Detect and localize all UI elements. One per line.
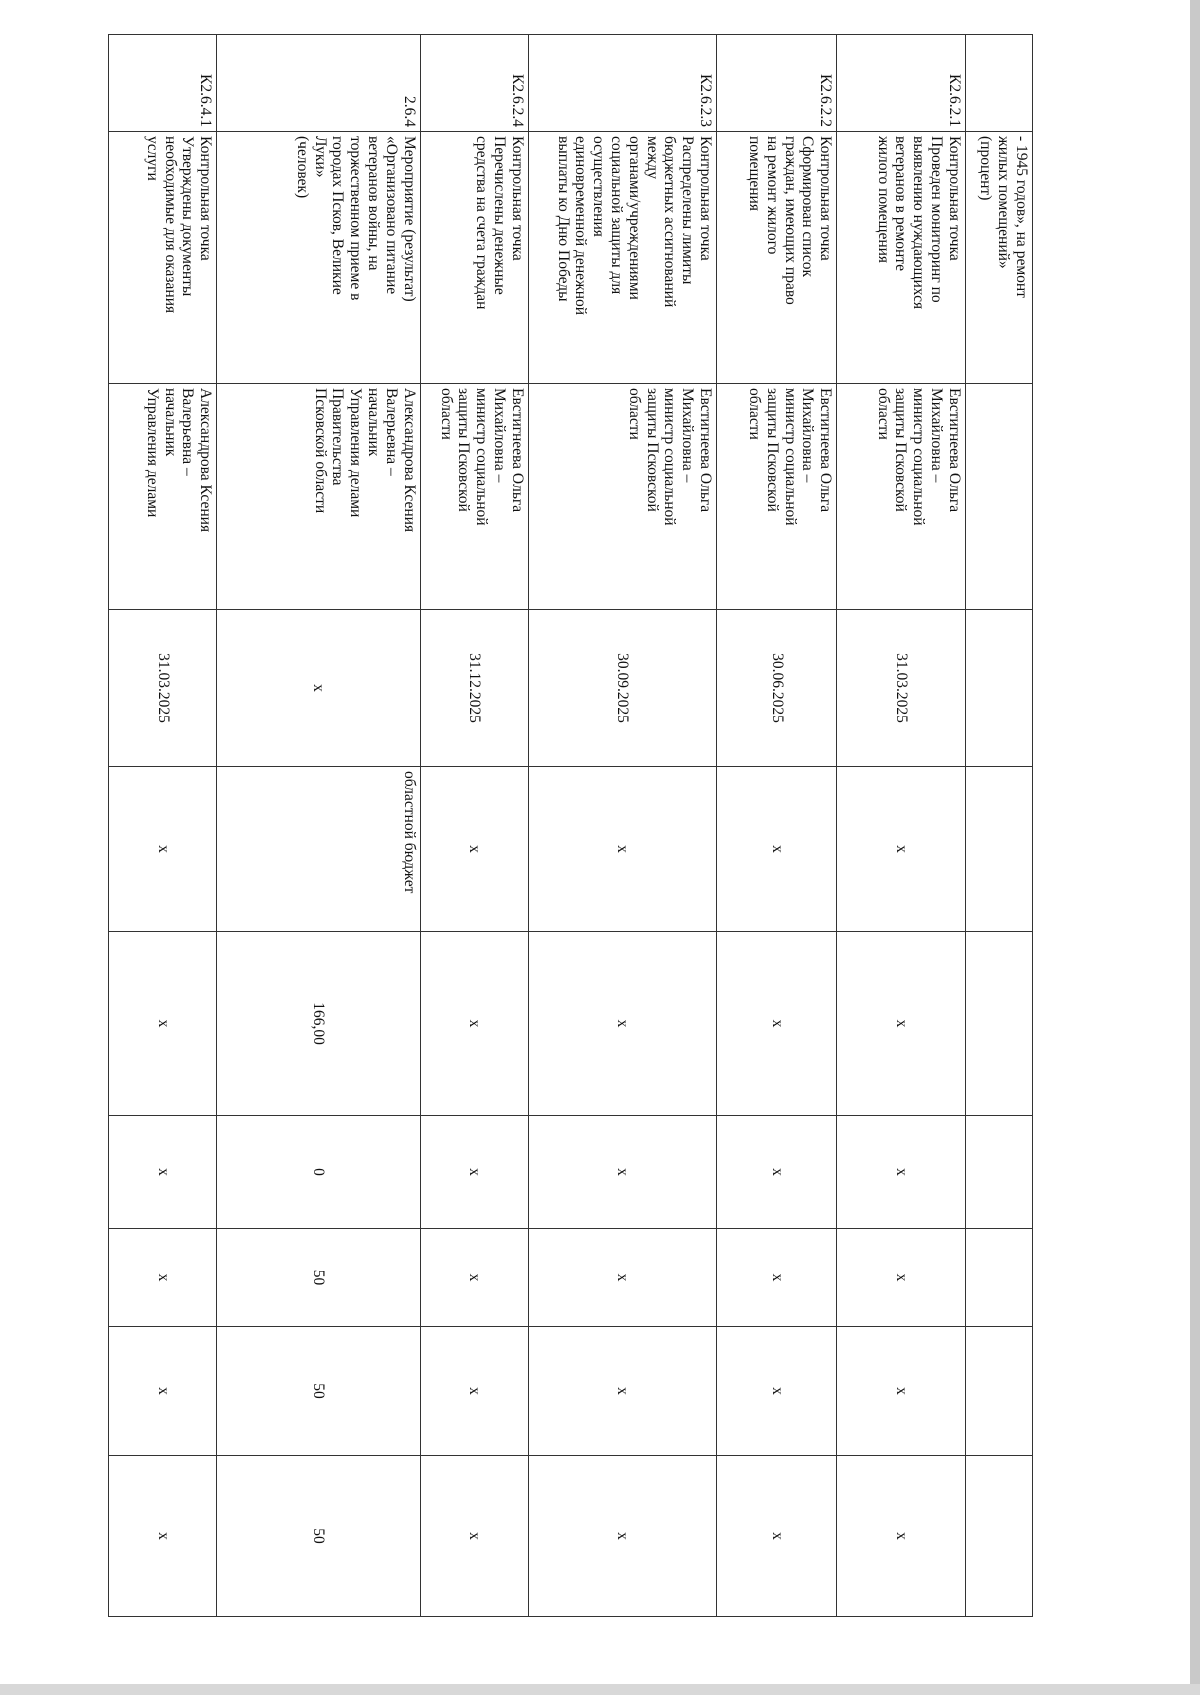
cell-code: К2.6.2.1 [837, 35, 966, 132]
cell-name-line: Контрольная точка [197, 136, 215, 261]
cell-name-line: Сформирован список [799, 136, 817, 278]
cell-name-line: Распределены лимиты [679, 136, 697, 285]
cell-name-line: между [643, 136, 661, 180]
cell-value-3: x [109, 1229, 217, 1327]
cell-value-4: 50 [217, 1327, 420, 1456]
cell-name-line: единовременной денежной [572, 136, 590, 316]
cell-responsible-line: министр социальной [661, 388, 679, 526]
cell-value-3: x [528, 1229, 716, 1327]
cell-value-4: x [109, 1327, 217, 1456]
cell-value-5 [965, 1456, 1032, 1617]
cell-name-line: ветеранов в ремонте [892, 136, 910, 271]
cell-responsible-line: министр социальной [910, 388, 928, 526]
cell-code: 2.6.4 [217, 35, 420, 132]
cell-value-2: x [717, 1116, 837, 1229]
cell-responsible-line: Евстигнеева Ольга [817, 388, 835, 513]
cell-responsible-line: Михайловна – [799, 388, 817, 483]
cell-name [420, 132, 528, 384]
cell-source: x [837, 767, 966, 932]
cell-name-line: Контрольная точка [508, 136, 526, 261]
cell-value-1: x [528, 932, 716, 1116]
cell-name [528, 132, 716, 384]
cell-value-4: x [837, 1327, 966, 1456]
cell-responsible-line: Валерьевна – [382, 388, 400, 476]
cell-name-line: Контрольная точка [697, 136, 715, 261]
table-row [717, 35, 837, 1617]
cell-date: x [217, 610, 420, 767]
cell-value-2: x [420, 1116, 528, 1229]
cell-name-line: на ремонт жилого [763, 136, 781, 255]
cell-name-line: выявлению нуждающихся [910, 136, 928, 310]
cell-value-4: x [420, 1327, 528, 1456]
cell-name-line: бюджетных ассигнований [661, 136, 679, 308]
cell-value-1: x [837, 932, 966, 1116]
cell-value-4 [965, 1327, 1032, 1456]
cell-name-line: Контрольная точка [817, 136, 835, 261]
cell-responsible-line: Михайловна – [491, 388, 509, 483]
cell-source: областной бюджет [217, 767, 420, 932]
cell-date: 31.03.2025 [109, 610, 217, 767]
cell-value-5: x [717, 1456, 837, 1617]
cell-source: x [109, 767, 217, 932]
cell-code: К2.6.2.3 [528, 35, 716, 132]
cell-value-4: x [717, 1327, 837, 1456]
cell-responsible [217, 384, 420, 610]
cell-responsible-line: министр социальной [473, 388, 491, 526]
cell-responsible-line: Евстигнеева Ольга [697, 388, 715, 513]
cell-responsible-line: области [745, 388, 763, 440]
cell-responsible-line: Евстигнеева Ольга [508, 388, 526, 513]
cell-name [109, 132, 217, 384]
cell-responsible-line: Псковской области [311, 388, 329, 514]
cell-date: 30.06.2025 [717, 610, 837, 767]
cell-code: К2.6.2.4 [420, 35, 528, 132]
cell-value-5: x [837, 1456, 966, 1617]
cell-value-1 [965, 932, 1032, 1116]
cell-responsible-line: начальник [365, 388, 383, 457]
cell-source: x [717, 767, 837, 932]
cell-name-line: жилого помещения [874, 136, 892, 264]
cell-name-line: необходимые для оказания [161, 136, 179, 314]
cell-name-line: граждан, имеющих право [781, 136, 799, 305]
cell-name-line: ветеранов войны, на [365, 136, 383, 271]
cell-value-1: x [109, 932, 217, 1116]
cell-code [965, 35, 1032, 132]
cell-value-2: x [837, 1116, 966, 1229]
cell-responsible-line: области [874, 388, 892, 440]
table-row [109, 35, 217, 1617]
cell-responsible [420, 384, 528, 610]
cell-name-line: органами/учреждениями [625, 136, 643, 300]
cell-value-5: x [420, 1456, 528, 1617]
cell-name-line: торжественном приеме в [347, 136, 365, 301]
cell-name-line: (человек) [293, 136, 311, 199]
cell-date: 31.03.2025 [837, 610, 966, 767]
cell-value-1: 166,00 [217, 932, 420, 1116]
cell-responsible-line: Правительства [329, 388, 347, 486]
cell-value-3: x [420, 1229, 528, 1327]
cell-name-line: Контрольная точка [945, 136, 963, 261]
cell-responsible-line: Александрова Ксения [400, 388, 418, 533]
cell-responsible [717, 384, 837, 610]
cell-value-1: x [420, 932, 528, 1116]
cell-responsible-line: начальник [161, 388, 179, 457]
cell-source: x [420, 767, 528, 932]
cell-source [965, 767, 1032, 932]
cell-responsible-line: защиты Псковской [455, 388, 473, 512]
table-row [217, 35, 420, 1617]
cell-name-line: Мероприятие (результат) [400, 136, 418, 302]
cell-responsible-line: министр социальной [781, 388, 799, 526]
cell-name [837, 132, 966, 384]
table-row [965, 35, 1032, 1617]
cell-code: К2.6.4.1 [109, 35, 217, 132]
cell-name-line: «Организовано питание [382, 136, 400, 295]
cell-responsible-line: Александрова Ксения [197, 388, 215, 533]
cell-responsible [528, 384, 716, 610]
cell-name-line: помещения [745, 136, 763, 211]
cell-responsible-line: области [625, 388, 643, 440]
cell-name-line: городах Псков, Великие [329, 136, 347, 295]
cell-name-line: - 1945 годов», на ремонт [1013, 136, 1030, 298]
table-row [420, 35, 528, 1617]
cell-responsible-line: области [437, 388, 455, 440]
rotated-page [108, 34, 1033, 1616]
cell-value-3: x [837, 1229, 966, 1327]
cell-name-line: Луки» [311, 136, 329, 178]
cell-source: x [528, 767, 716, 932]
table-body [109, 35, 1033, 1617]
cell-responsible-line: Евстигнеева Ольга [945, 388, 963, 513]
cell-code: К2.6.2.2 [717, 35, 837, 132]
cell-date [965, 610, 1032, 767]
cell-name-line: Перечислены денежные [491, 136, 509, 295]
scan-bottom-bar [0, 1684, 1200, 1695]
cell-name-line: осуществления [590, 136, 608, 237]
cell-value-3 [965, 1229, 1032, 1327]
cell-responsible-line: Управления делами [347, 388, 365, 518]
cell-name-line: социальной защиты для [608, 136, 626, 295]
cell-value-5: 50 [217, 1456, 420, 1617]
cell-name-line: Утверждены документы [179, 136, 197, 297]
cell-name-line: услуги [143, 136, 161, 181]
cell-date: 31.12.2025 [420, 610, 528, 767]
cell-name [717, 132, 837, 384]
cell-value-2 [965, 1116, 1032, 1229]
table-row [528, 35, 716, 1617]
cell-responsible-line: защиты Псковской [763, 388, 781, 512]
measures-table [108, 34, 1033, 1617]
cell-value-1: x [717, 932, 837, 1116]
cell-responsible-line: Михайловна – [928, 388, 946, 483]
cell-name-line: средства на счета граждан [473, 136, 491, 310]
cell-responsible-line: Валерьевна – [179, 388, 197, 476]
cell-responsible [965, 384, 1032, 610]
cell-value-2: x [109, 1116, 217, 1229]
cell-name [217, 132, 420, 384]
cell-name-line: жилых помещений» [995, 136, 1013, 269]
cell-responsible [837, 384, 966, 610]
cell-date: 30.09.2025 [528, 610, 716, 767]
cell-value-2: x [528, 1116, 716, 1229]
cell-name-line: Проведен мониторинг по [928, 136, 946, 303]
cell-responsible-line: защиты Псковской [643, 388, 661, 512]
cell-responsible-line: защиты Псковской [892, 388, 910, 512]
cell-value-4: x [528, 1327, 716, 1456]
cell-responsible [109, 384, 217, 610]
cell-responsible-line: Михайловна – [679, 388, 697, 483]
cell-name [965, 132, 1032, 384]
cell-value-5: x [109, 1456, 217, 1617]
cell-value-3: 50 [217, 1229, 420, 1327]
cell-name-line: (процент) [977, 136, 995, 201]
table-row [837, 35, 966, 1617]
cell-responsible-line: Управления делами [143, 388, 161, 518]
cell-value-2: 0 [217, 1116, 420, 1229]
cell-value-3: x [717, 1229, 837, 1327]
cell-value-5: x [528, 1456, 716, 1617]
cell-name-line: выплаты ко Дню Победы [554, 136, 572, 302]
page-edge [1190, 0, 1200, 1695]
